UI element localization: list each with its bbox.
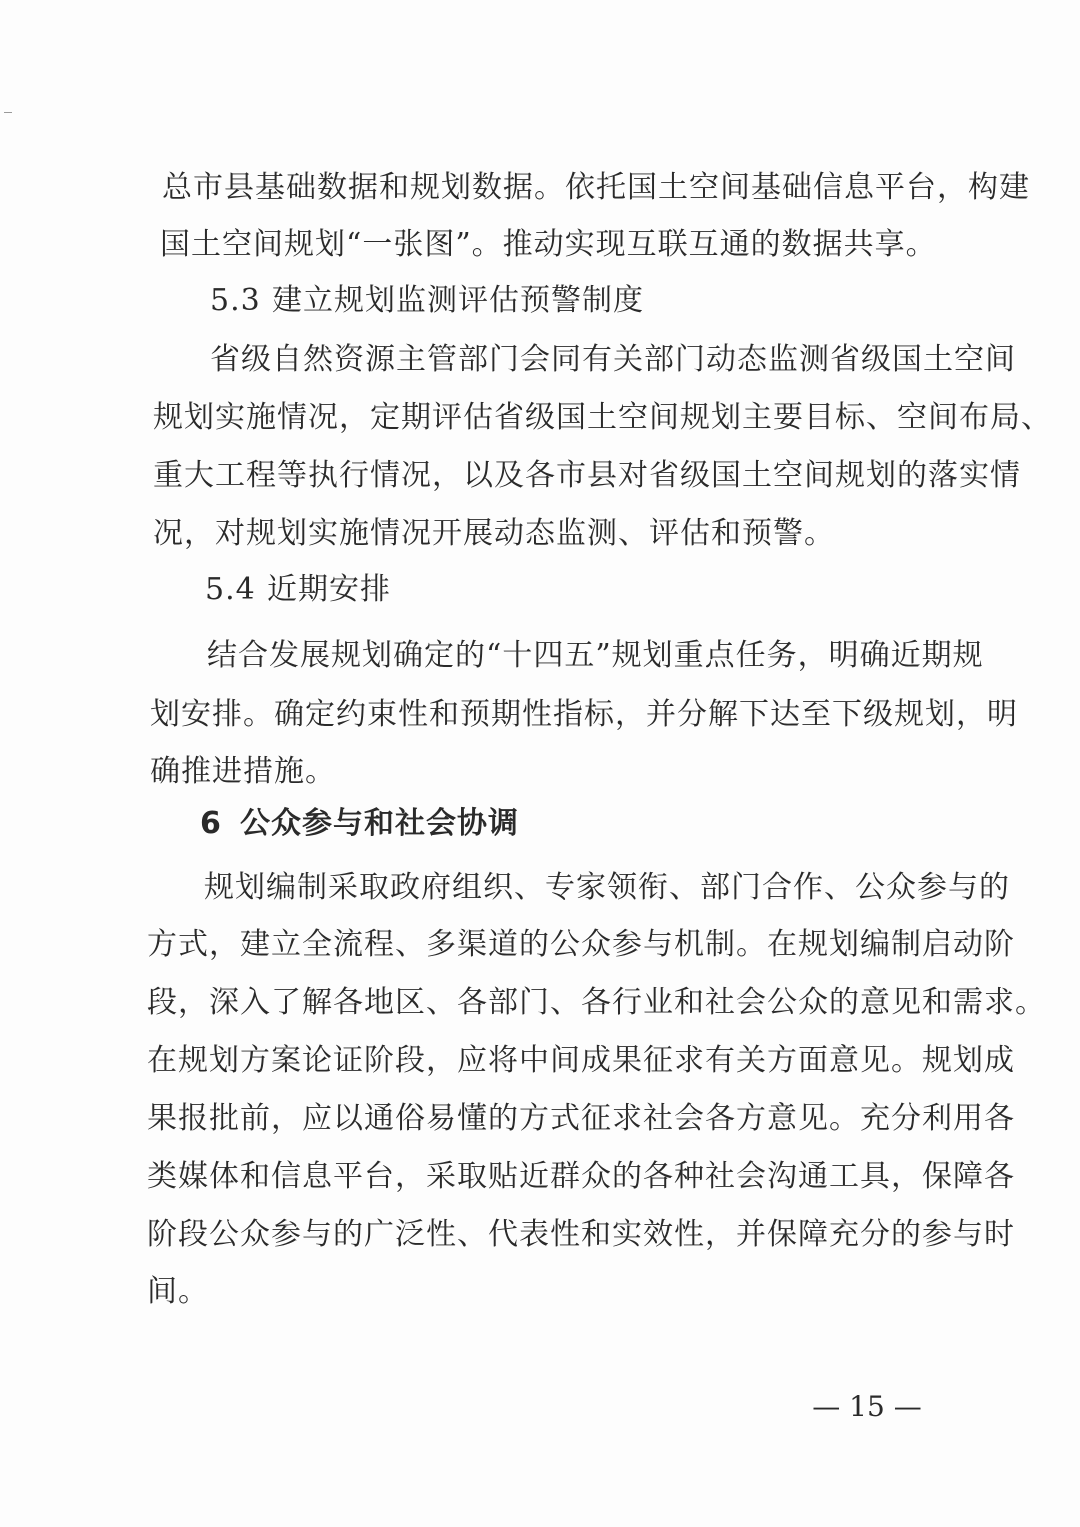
section-heading-5-4	[205, 572, 391, 608]
section-title: 建立规划监测评估预警制度	[272, 283, 644, 318]
body-line: 划安排。确定约束性和预期性指标，并分解下达至下级规划，明	[150, 697, 1018, 732]
body-line: 段，深入了解各地区、各部门、各行业和社会公众的意见和需求。	[147, 985, 1046, 1020]
body-line: 总市县基础数据和规划数据。依托国土空间基础信息平台，构建	[162, 170, 1030, 205]
section-heading-6	[200, 806, 519, 842]
body-line: 重大工程等执行情况，以及各市县对省级国土空间规划的落实情	[153, 458, 1021, 493]
section-number: 5.3	[210, 283, 261, 318]
body-line: 在规划方案论证阶段，应将中间成果征求有关方面意见。规划成	[147, 1043, 1015, 1078]
section-title: 近期安排	[267, 572, 391, 607]
body-line: 类媒体和信息平台，采取贴近群众的各种社会沟通工具，保障各	[147, 1159, 1015, 1194]
section-title: 公众参与和社会协调	[240, 806, 519, 841]
body-line: 省级自然资源主管部门会同有关部门动态监测省级国土空间	[210, 342, 1016, 377]
page-number: — 15 —	[812, 1390, 922, 1423]
section-number: 5.4	[205, 572, 256, 607]
body-line: 确推进措施。	[150, 754, 336, 789]
body-line: 间。	[147, 1274, 209, 1309]
body-line: 方式，建立全流程、多渠道的公众参与机制。在规划编制启动阶	[147, 927, 1015, 962]
body-line: 规划编制采取政府组织、专家领衔、部门合作、公众参与的	[204, 870, 1010, 905]
body-line: 国土空间规划“一张图”。推动实现互联互通的数据共享。	[160, 227, 937, 262]
section-heading-5-3	[210, 283, 644, 319]
body-line: 阶段公众参与的广泛性、代表性和实效性，并保障充分的参与时	[147, 1217, 1015, 1252]
body-line: 结合发展规划确定的“十四五”规划重点任务，明确近期规	[207, 638, 984, 673]
body-line: 规划实施情况，定期评估省级国土空间规划主要目标、空间布局、	[153, 400, 1052, 435]
body-line: 果报批前，应以通俗易懂的方式征求社会各方意见。充分利用各	[147, 1101, 1015, 1136]
section-number: 6	[200, 806, 222, 841]
body-line: 况，对规划实施情况开展动态监测、评估和预警。	[153, 516, 835, 551]
scan-edge-mark	[4, 112, 12, 113]
